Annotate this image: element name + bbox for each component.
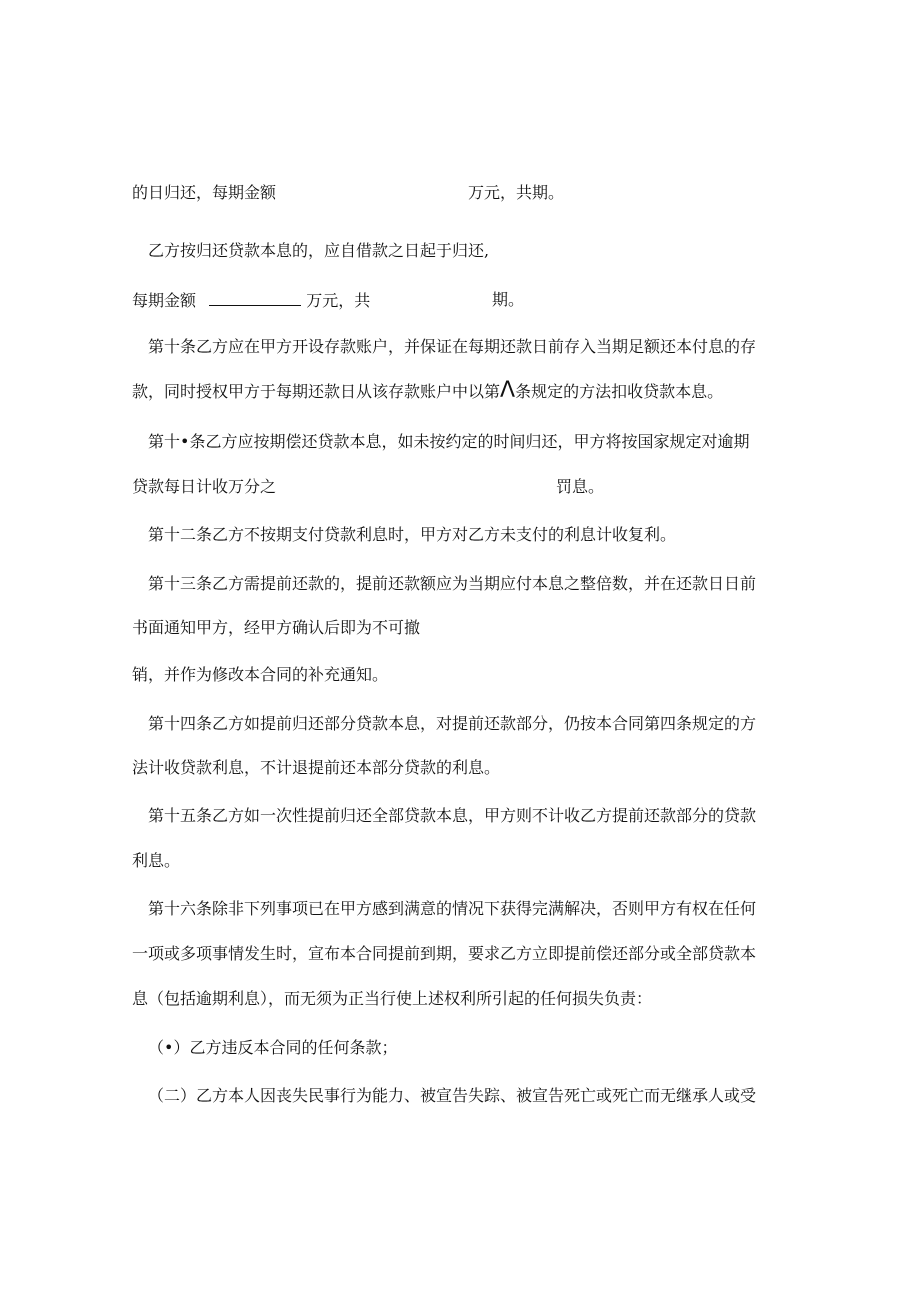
- text-line: [132, 664, 388, 686]
- text-line: [148, 1037, 397, 1059]
- text-line: [132, 757, 500, 779]
- text-segment: 万元，共期。: [468, 183, 565, 202]
- text-segment: 第十二条乙方不按期支付贷款利息时，甲方对乙方未支付的利息计收复利。: [148, 525, 677, 544]
- text-line: [132, 850, 180, 872]
- text-segment: 息（包括逾期利息），而无须为正当行使上述权利所引起的任何损失负责：: [132, 989, 653, 1008]
- text-segment: 期。: [492, 290, 525, 309]
- text-line: [148, 713, 756, 735]
- text-line: [132, 182, 276, 204]
- text-line: [468, 182, 564, 204]
- text-segment: 每期金额: [132, 291, 197, 310]
- text-line: [492, 289, 524, 311]
- text-line: [556, 476, 604, 498]
- text-line: [132, 988, 652, 1010]
- text-segment: 第十六条除非下列事项已在甲方感到满意的情况下获得完满解决，否则甲方有权在任何: [148, 899, 757, 918]
- text-line: [148, 805, 756, 827]
- text-segment: 书面通知甲方，经甲方确认后即为不可撤: [132, 618, 421, 637]
- text-segment: （•）乙方违反本合同的任何条款；: [148, 1038, 398, 1057]
- text-segment: 条规定的方法扣收贷款本息。: [515, 382, 724, 401]
- text-segment: 乙方按归还贷款本息的，应自借款之日起于归还,: [148, 241, 490, 260]
- text-line: [148, 524, 676, 546]
- text-segment: 的日归还，每期金额: [132, 183, 277, 202]
- text-segment: 一项或多项事情发生时，宣布本合同提前到期，要求乙方立即提前偿还部分或全部贷款本: [132, 944, 757, 963]
- text-segment: 第十条乙方应在甲方开设存款账户，并保证在每期还款日前存入当期足额还本付息的存: [148, 337, 757, 356]
- text-line: [132, 378, 724, 403]
- text-line: [132, 617, 420, 639]
- text-segment: （二）乙方本人因丧失民事行为能力、被宣告失踪、被宣告死亡或死亡而无继承人或受: [148, 1086, 757, 1105]
- text-segment: 第十三条乙方需提前还款的，提前还款额应为当期应付本息之整倍数，并在还款日日前: [148, 574, 757, 593]
- text-segment: 款，同时授权甲方于每期还款日从该存款账户中以第: [132, 382, 501, 401]
- text-segment: 销，并作为修改本合同的补充通知。: [132, 665, 389, 684]
- text-segment: 万元，共: [306, 291, 371, 310]
- text-segment: 第十•条乙方应按期偿还贷款本息，如未按约定的时间归还，甲方将按国家规定对逾期: [148, 432, 750, 451]
- text-line: [148, 336, 756, 358]
- text-line: [148, 240, 489, 262]
- text-line: [148, 573, 756, 595]
- text-segment: 罚息。: [556, 477, 605, 496]
- text-segment: 贷款每日计收万分之: [132, 477, 277, 496]
- lambda-symbol: Λ: [500, 378, 516, 403]
- text-segment: 第十五条乙方如一次性提前归还全部贷款本息，甲方则不计收乙方提前还款部分的贷款: [148, 806, 757, 825]
- text-line: [132, 289, 370, 312]
- text-line: [132, 476, 276, 498]
- blank-underline: [209, 289, 301, 306]
- text-segment: 利息。: [132, 851, 181, 870]
- text-segment: 第十四条乙方如提前归还部分贷款本息，对提前还款部分，仍按本合同第四条规定的方: [148, 714, 757, 733]
- text-line: [148, 1085, 756, 1107]
- text-line: [132, 943, 756, 965]
- text-segment: 法计收贷款利息，不计退提前还本部分贷款的利息。: [132, 758, 501, 777]
- text-line: [148, 898, 756, 920]
- text-line: [148, 431, 749, 453]
